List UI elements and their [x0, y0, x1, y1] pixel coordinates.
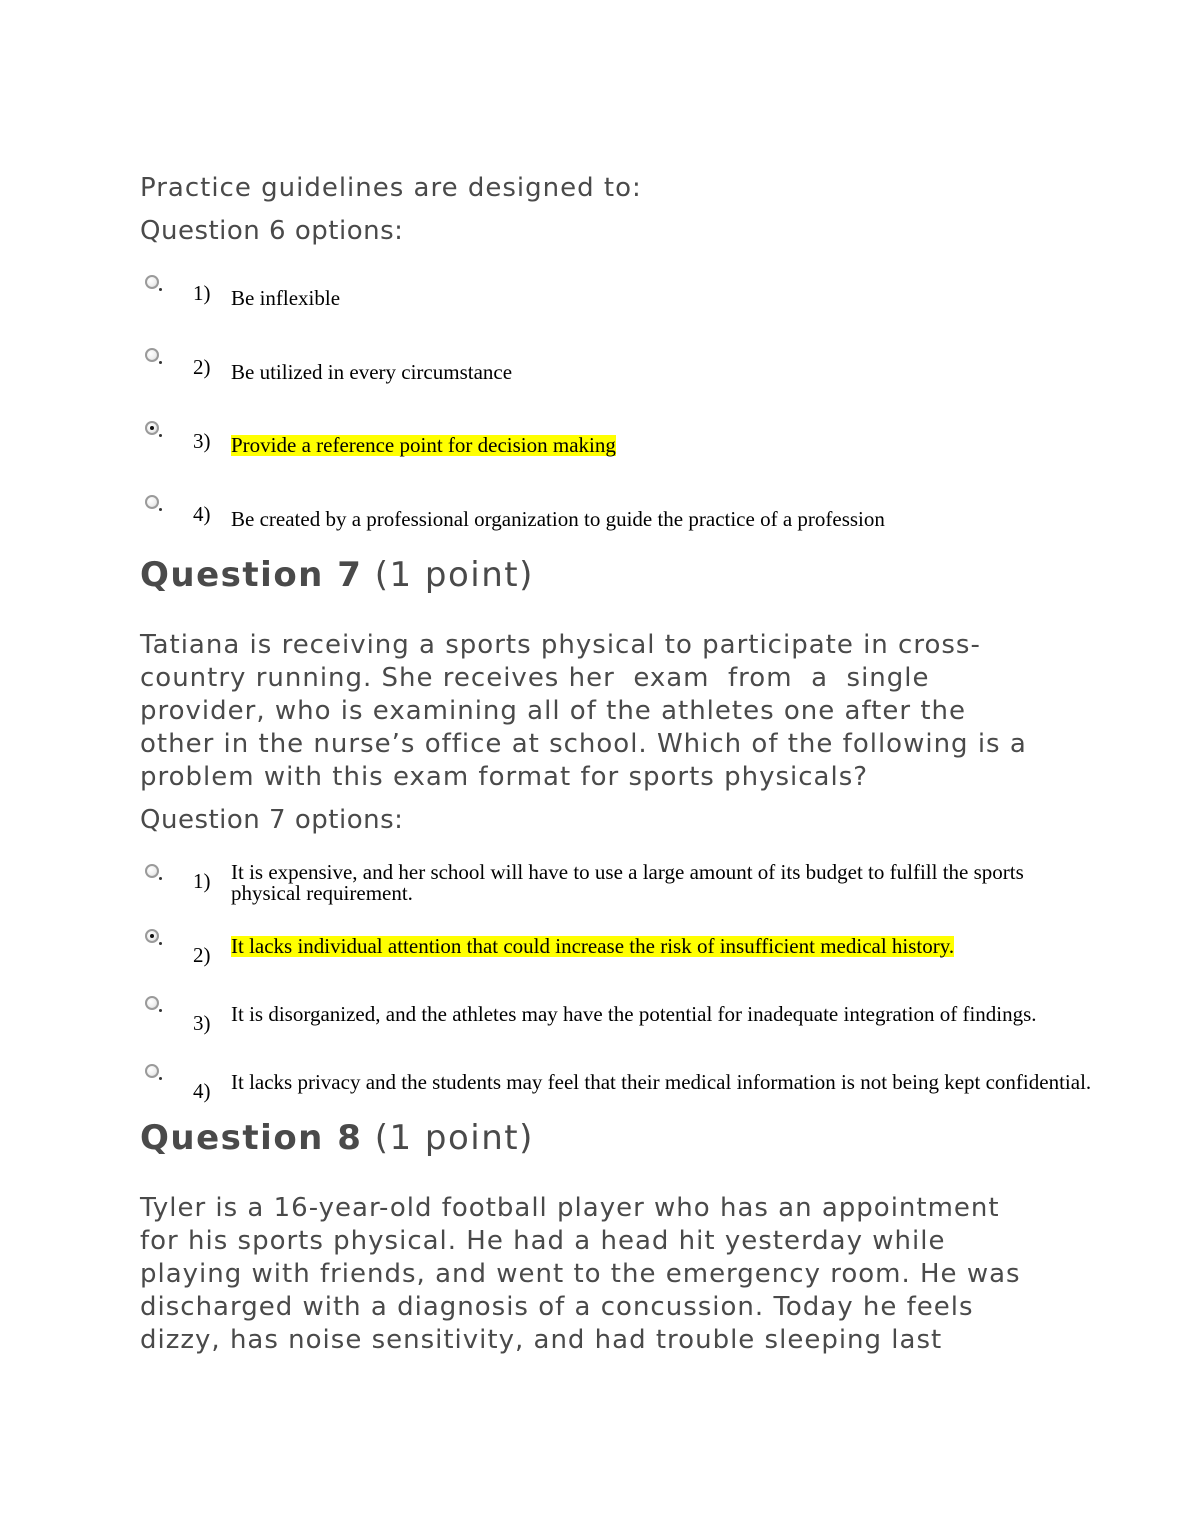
radio-button-selected[interactable]	[145, 421, 159, 435]
option-number: 1)	[193, 869, 211, 893]
prompt-line: dizzy, has noise sensitivity, and had trouble sleeping last	[140, 1325, 943, 1355]
prompt-line: other in the nurse’s office at school. Which of the following is a	[140, 729, 1027, 759]
radio-button[interactable]	[145, 495, 159, 509]
option-text: It is disorganized, and the athletes may have the potential for inadequate integration of findings.	[231, 1002, 1037, 1026]
prompt-line: problem with this exam format for sports physicals?	[140, 762, 869, 792]
radio-button[interactable]	[145, 348, 159, 362]
option-number: 3)	[193, 1011, 211, 1035]
radio-button[interactable]	[145, 275, 159, 289]
q7-options-label: Question 7 options:	[140, 805, 404, 835]
option-text-highlighted: It lacks individual attention that could increase the risk of insufficient medical history.	[231, 934, 955, 958]
option-text-highlighted: Provide a reference point for decision making	[231, 433, 616, 457]
option-number: 3)	[193, 429, 211, 453]
option-text: Be created by a professional organization to guide the practice of a profession	[231, 507, 885, 531]
radio-button[interactable]	[145, 996, 159, 1010]
radio-button[interactable]	[145, 1064, 159, 1078]
prompt-line: Tyler is a 16-year-old football player who has an appointment	[140, 1193, 1000, 1223]
option-text: Be utilized in every circumstance	[231, 360, 513, 384]
q7-heading	[140, 555, 534, 595]
question-title: Question 8	[140, 1118, 363, 1158]
option-text-line: physical requirement.	[231, 881, 413, 905]
option-number: 4)	[193, 1079, 211, 1103]
question-points: (1 point)	[374, 1118, 534, 1158]
prompt-line: playing with friends, and went to the emergency room. He was	[140, 1259, 1021, 1289]
q7-prompt	[140, 629, 1027, 794]
prompt-line: country running. She receives her exam from a single	[140, 663, 930, 693]
prompt-line: discharged with a diagnosis of a concussion. Today he feels	[140, 1292, 974, 1322]
option-number: 4)	[193, 502, 211, 526]
question-points: (1 point)	[374, 555, 534, 595]
q6-options-label: Question 6 options:	[140, 216, 404, 246]
prompt-line: for his sports physical. He had a head hit yesterday while	[140, 1226, 946, 1256]
option-number: 2)	[193, 355, 211, 379]
option-number: 1)	[193, 281, 211, 305]
q8-prompt	[140, 1192, 1021, 1357]
radio-button[interactable]	[145, 864, 159, 878]
q6-prompt: Practice guidelines are designed to:	[140, 173, 642, 203]
question-title: Question 7	[140, 555, 363, 595]
option-number: 2)	[193, 943, 211, 967]
prompt-line: provider, who is examining all of the athletes one after the	[140, 696, 966, 726]
option-text: It lacks privacy and the students may feel that their medical information is not being kept confidential.	[231, 1070, 1092, 1094]
q8-heading	[140, 1118, 534, 1158]
option-text: Be inflexible	[231, 286, 341, 310]
option-text-line: It is expensive, and her school will have to use a large amount of its budget to fulfill the sports	[231, 860, 1024, 884]
prompt-line: Tatiana is receiving a sports physical to participate in cross-	[140, 630, 981, 660]
radio-button-selected[interactable]	[145, 929, 159, 943]
